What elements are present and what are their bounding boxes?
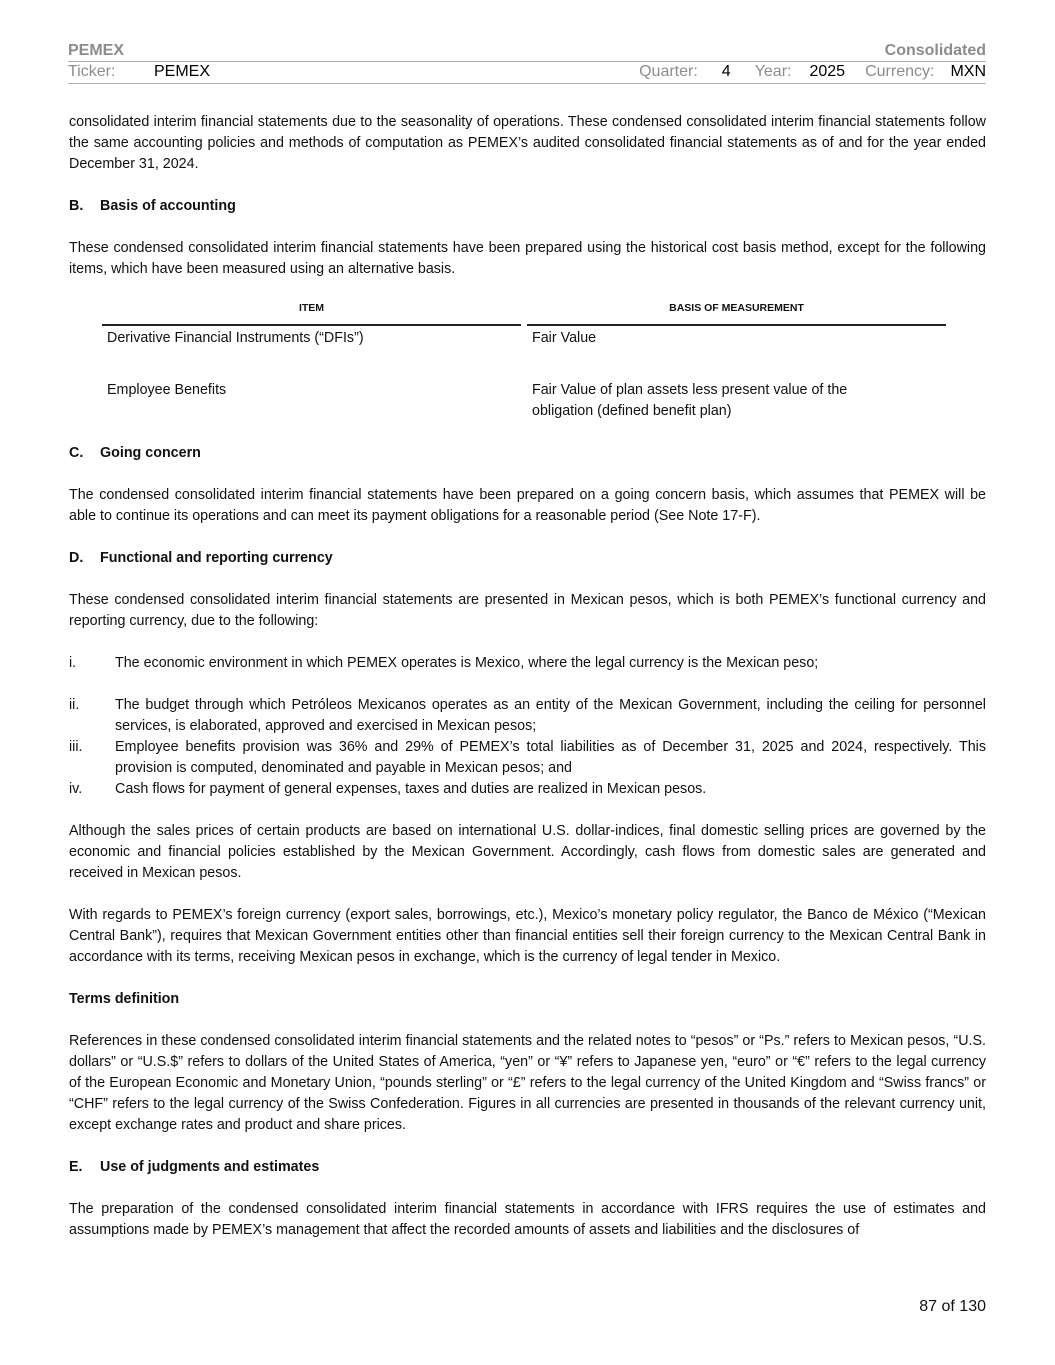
- quarter-label: Quarter:: [639, 63, 698, 80]
- section-c-paragraph: The condensed consolidated interim financial statements have been prepared on a going concern basis, which assumes that PEMEX will be able to continue its operations and can meet its payment obligations for a reasonable period (See Note 17-F).: [69, 487, 986, 524]
- company-name: PEMEX: [68, 42, 125, 59]
- report-type: Consolidated: [884, 42, 986, 59]
- year-value: 2025: [809, 63, 846, 80]
- table-cell: Derivative Financial Instruments (“DFIs”): [107, 330, 364, 346]
- column-header-item: ITEM: [102, 294, 521, 326]
- section-b-heading: B. Basis of accounting: [69, 198, 236, 214]
- table-row: [102, 378, 946, 422]
- terms-paragraph: References in these condensed consolidated interim financial statements and the related notes to “pesos” or “Ps.” refers to Mexican pesos, “U.S. dollars” or “U.S.$” refers to dollars of the United States of America, “yen” or “¥” refers to Japanese yen, “euro” or “€” refers to the legal currency of the European Economic and Monetary Union, “pounds sterling” or “£” refers to the legal currency of the United Kingdom and “Swiss francs” or “CHF” refers to the legal currency of the Swiss Confederation. Figures in all currencies are presented in thousands of the relevant currency unit, except exchange rates and product and share prices.: [69, 1033, 986, 1133]
- section-c-heading: C. Going concern: [69, 445, 201, 461]
- section-d-paragraph-2: Although the sales prices of certain products are based on international U.S. dollar-indices, final domestic selling prices are governed by the economic and financial policies established by the Mexican Government. Accordingly, cash flows from domestic sales are generated and received in Mexican pesos.: [69, 823, 986, 881]
- intro-paragraph: consolidated interim financial statements due to the seasonality of operations. These condensed consolidated interim financial statements follow the same accounting policies and methods of computation as PEMEX’s audited consolidated financial statements as of and for the year ended December 31, 2024.: [69, 114, 986, 172]
- currency-reasons-list: [69, 653, 986, 800]
- section-d-paragraph: These condensed consolidated interim financial statements are presented in Mexican pesos, which is both PEMEX’s functional currency and reporting currency, due to the following:: [69, 592, 986, 629]
- basis-table: [96, 294, 952, 422]
- table-cell: Fair Value of plan assets less present value of the obligation (defined benefit plan): [532, 382, 848, 419]
- table-cell: Fair Value: [532, 330, 597, 346]
- document-body: [69, 112, 986, 1241]
- table-cell: Employee Benefits: [107, 382, 227, 398]
- page-number: 87 of 130: [919, 1298, 986, 1315]
- column-header-basis: BASIS OF MEASUREMENT: [527, 294, 946, 326]
- section-e-heading: E. Use of judgments and estimates: [69, 1159, 320, 1175]
- list-item: ii. The budget through which Petróleos Mexicanos operates as an entity of the Mexican Government, including the ceiling for personnel services, is elaborated, approved and exercised in Mexican pesos;: [69, 697, 986, 734]
- currency-value: MXN: [950, 63, 986, 80]
- list-item: i. The economic environment in which PEMEX operates is Mexico, where the legal currency is the Mexican peso;: [69, 655, 819, 671]
- section-b-paragraph: These condensed consolidated interim financial statements have been prepared using the historical cost basis method, except for the following items, which have been measured using an alternative basis.: [69, 240, 986, 277]
- report-header-meta: [68, 61, 986, 84]
- section-d-heading: D. Functional and reporting currency: [69, 550, 333, 566]
- quarter-value: 4: [721, 63, 731, 80]
- table-row: [102, 326, 946, 378]
- list-item: iii. Employee benefits provision was 36% and 29% of PEMEX’s total liabilities as of December 31, 2025 and 2024, respectively. This provision is computed, denominated and payable in Mexican pesos; and: [69, 739, 986, 776]
- ticker-value: PEMEX: [154, 63, 211, 80]
- currency-label: Currency:: [865, 63, 935, 80]
- section-d-paragraph-3: With regards to PEMEX’s foreign currency (export sales, borrowings, etc.), Mexico’s monetary policy regulator, the Banco de México (“Mexican Central Bank”), requires that Mexican Government entities other than financial entities sell their foreign currency to the Mexican Central Bank in accordance with its terms, receiving Mexican pesos in exchange, which is the currency of legal tender in Mexico.: [69, 907, 986, 965]
- section-e-paragraph: The preparation of the condensed consolidated interim financial statements in accordance with IFRS requires the use of estimates and assumptions made by PEMEX’s management that affect the recorded amounts of assets and liabilities and the disclosures of: [69, 1201, 986, 1238]
- list-item: iv. Cash flows for payment of general expenses, taxes and duties are realized in Mexican pesos.: [69, 781, 707, 797]
- year-label: Year:: [754, 63, 792, 80]
- terms-heading: Terms definition: [69, 991, 180, 1007]
- report-header-top: [68, 36, 986, 62]
- ticker-label: Ticker:: [68, 63, 116, 80]
